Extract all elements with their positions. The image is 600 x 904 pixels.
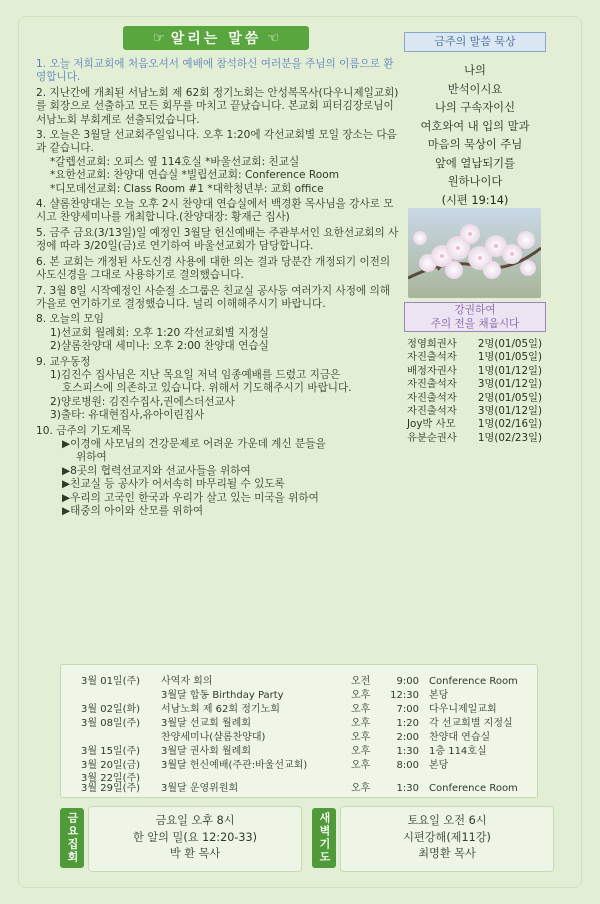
evangelism-count: 1명(02/16일): [477, 418, 542, 431]
dawn-sermon: 시편강해(제11강): [403, 830, 491, 844]
schedule-time: 8:00: [396, 760, 419, 771]
mission-rooms: [36, 156, 402, 196]
schedule-date: 3월 22일(주): [81, 773, 141, 784]
schedule-row: [61, 689, 539, 703]
schedule-ampm: 오후: [351, 690, 371, 701]
schedule-time: 1:20: [396, 718, 419, 729]
evangelism-row: [404, 405, 546, 418]
friday-sermon: 한 알의 밀(요 12:20-33): [133, 830, 257, 844]
prayer-item: ▶태중의 아이와 산모를 위하여: [62, 505, 204, 517]
verse-line: 원하나이다: [447, 175, 503, 188]
schedule-date: 3월 01일(주): [81, 676, 141, 687]
announcement-8-title: 8. 오늘의 모임: [36, 313, 105, 326]
evangelism-count: 3명(01/12일): [477, 378, 542, 391]
schedule-location: Conference Room: [429, 783, 518, 794]
schedule-row: [61, 675, 539, 689]
announcement-3: [36, 129, 402, 196]
evangelist-name: 자진출석자: [407, 391, 457, 404]
pointing-hand-right-icon: ☞: [153, 30, 165, 46]
evangelism-row: [404, 351, 546, 364]
verse-title: 금주의 말씀 묵상: [404, 32, 546, 52]
schedule-location: 본당: [429, 690, 449, 701]
evangelism-count: 2명(01/05일): [477, 391, 542, 404]
prayer-item: ▶친교실 등 공사가 어서속히 마무리될 수 있도록: [62, 478, 285, 491]
schedule-row: [61, 703, 539, 717]
schedule-location: Conference Room: [429, 676, 518, 687]
evangelism-count: 1명(02/23일): [477, 431, 542, 444]
schedule-ampm: 오전: [351, 676, 371, 687]
evangelism-count: 3명(01/12일): [477, 405, 542, 418]
mission-room-line: *갈렙선교회: 오피스 옆 114호실 *바울선교회: 친교실: [50, 155, 300, 168]
evangelist-name: 정영희권사: [407, 338, 457, 350]
evangelism-row: [404, 365, 546, 378]
schedule-event: 서남노회 제 62회 정기노회: [161, 704, 280, 715]
evangelist-name: 자진출석자: [407, 351, 457, 364]
verse-line: 나의: [464, 64, 486, 77]
schedule-ampm: 오후: [351, 718, 371, 729]
dawn-prayer-box: [340, 806, 554, 872]
schedule-event: 사역자 회의: [161, 676, 213, 687]
schedule-event: 3월달 선교회 월례회: [161, 718, 251, 729]
prayer-item: ▶우리의 고국인 한국과 우리가 살고 있는 미국을 위하여: [62, 491, 319, 504]
exhortation-box: [404, 302, 546, 332]
schedule-row: [61, 717, 539, 731]
schedule-time: 2:00: [396, 732, 419, 743]
verse-line: 마음의 묵상이 주님: [427, 138, 523, 151]
evangelist-name: 유분순권사: [407, 431, 457, 444]
schedule-date: 3월 20일(금): [81, 760, 141, 771]
news-item: 2)양로병원: 김진수집사,권에스더선교사: [50, 395, 235, 408]
schedule-event: 3월달 권사회 월례회: [161, 746, 251, 757]
dawn-prayer-tag: [312, 808, 336, 868]
schedule-event: 3월달 운영위원회: [161, 783, 239, 794]
verse-line: 반석이시요: [447, 82, 503, 96]
schedule-ampm: 오후: [351, 732, 371, 743]
evangelist-name: 자진출석자: [407, 378, 457, 391]
verse-reference: (시편 19:14): [441, 193, 509, 207]
announcement-9-title: 9. 교우동정: [36, 355, 91, 368]
schedule-location: 본당: [429, 760, 449, 771]
schedule-row: [61, 759, 539, 773]
prayer-item: ▶이경애 사모님의 건강문제로 어려운 가운데 계신 분들을: [62, 437, 326, 450]
evangelist-name: 배정자권사: [407, 364, 457, 377]
schedule-time: 1:30: [396, 783, 419, 794]
dawn-time: 토요일 오전 6시: [407, 814, 487, 827]
exhortation-line: 강권하여: [454, 304, 496, 316]
announcement-1: 1. 오늘 저희교회에 처음오셔서 예배에 참석하신 여러분을 주님의 이름으로 환영합니다.: [36, 58, 394, 84]
evangelism-row: [404, 392, 546, 405]
verse-line: 나의 구속자이신: [435, 101, 515, 114]
friday-meeting-box: [88, 806, 302, 872]
friday-preacher: 박 환 목사: [169, 847, 221, 860]
schedule-event: 3월달 헌신예배(주관:바울선교회): [161, 760, 308, 771]
evangelism-row: [404, 418, 546, 431]
exhortation-line: 주의 전을 채웁시다: [430, 317, 520, 330]
friday-meeting-tag: [60, 808, 84, 868]
dawn-prayer-tag-text: 새벽기도: [318, 812, 331, 864]
announcement-9: [36, 356, 402, 423]
evangelist-name: Joy박 사모: [407, 418, 456, 431]
schedule-date: 3월 29일(주): [81, 783, 141, 794]
schedule-time: 9:00: [396, 676, 419, 687]
schedule-ampm: 오후: [351, 746, 371, 757]
announcement-6: 6. 본 교회는 개정된 사도신경 사용에 대한 의논 결과 당분간 개정되기 이전의 사도신경을 그대로 사용하기로 결의했습니다.: [36, 255, 391, 282]
evangelism-list: [404, 338, 546, 445]
prayer-item-cont: 위하여: [76, 451, 107, 464]
announcements-list: [36, 58, 402, 520]
schedule-ampm: 오후: [351, 704, 371, 715]
announcement-4: 4. 샬롬찬양대는 오늘 오후 2시 찬양대 연습실에서 백경환 목사님을 강사로 모시고 찬양세미나를 개최합니다.(찬양대장: 황재근 집사): [36, 198, 394, 224]
friday-meeting-tag-text: 금요집회: [66, 812, 79, 864]
evangelism-row: [404, 378, 546, 391]
banner-title: 알리는 말씀: [170, 31, 262, 47]
schedule-table: [60, 664, 538, 798]
schedule-time: 7:00: [396, 704, 419, 715]
mission-room-line: *디모데선교회: Class Room #1 *대학청년부: 교회 office: [50, 182, 324, 195]
announcement-10: [36, 425, 402, 519]
evangelism-count: 2명(01/05일): [477, 338, 542, 350]
schedule-time: 12:30: [390, 690, 419, 701]
schedule-event: 3월달 합동 Birthday Party: [161, 690, 284, 701]
meeting-item: 1)선교회 월례회: 오후 1:20 각선교회별 지정실: [50, 326, 269, 339]
schedule-date: 3월 15일(주): [81, 746, 141, 757]
announcement-10-title: 10. 금주의 기도제목: [36, 424, 132, 437]
dawn-preacher: 최명환 목사: [418, 847, 476, 860]
verse-line: 여호와여 내 입의 말과: [420, 119, 530, 133]
verse-text: [407, 62, 543, 210]
schedule-row: [61, 782, 539, 796]
schedule-event: 찬양세미나(샬롬찬양대): [161, 732, 266, 743]
schedule-time: 1:30: [396, 746, 419, 757]
schedule-row: [61, 731, 539, 745]
announcement-8: [36, 313, 402, 353]
news-item: 3)출타: 유대현집사,유아이린집사: [50, 409, 205, 422]
verse-line: 앞에 열납되기를: [435, 156, 515, 170]
prayer-item: ▶8곳의 협력선교지와 선교사들을 위하여: [62, 464, 251, 477]
schedule-date: 3월 02일(화): [81, 704, 141, 715]
news-item-cont: 호스피스에 의존하고 있습니다. 위해서 기도해주시기 바랍니다.: [62, 382, 352, 395]
friday-time: 금요일 오후 8시: [155, 814, 235, 827]
schedule-location: 다우니제일교회: [429, 704, 497, 715]
schedule-location: 찬양대 연습실: [429, 732, 491, 743]
schedule-date: 3월 08일(주): [81, 718, 141, 729]
announcements-banner: [123, 26, 309, 50]
evangelism-row: [404, 338, 546, 351]
mission-room-line: *요한선교회: 찬양대 연습실 *빌립선교회: Conference Room: [50, 169, 340, 182]
evangelist-name: 자진출석자: [407, 405, 457, 418]
pointing-hand-left-icon: ☜: [267, 30, 279, 46]
evangelism-count: 1명(01/05일): [477, 351, 542, 364]
schedule-location: 1층 114호실: [429, 746, 487, 757]
schedule-location: 각 선교회별 지정실: [429, 718, 513, 729]
schedule-ampm: 오후: [351, 760, 371, 771]
evangelism-count: 1명(01/12일): [477, 364, 542, 377]
news-item: 1)김진수 집사님은 지난 목요일 저녁 임종예배를 드렸고 지금은: [50, 368, 341, 381]
evangelism-row: [404, 432, 546, 445]
announcement-5: 5. 금주 금요(3/13일)일 예정인 3월달 헌신예배는 주관부서인 요한선교회의 사정에 따라 3/20일(금)로 연기하여 바울선교회가 담당합니다.: [36, 226, 399, 253]
announcement-2: 2. 지난간에 개최된 서남노회 제 62회 정기노회는 안성복목사(다우니제일교회)를 회장으로 선출하고 모든 회무를 마치고 끝났습니다. 본교회 피터김장로님이 서남노회 부회계로 선출되었습니다.: [36, 86, 399, 126]
schedule-ampm: 오후: [351, 783, 371, 794]
meeting-item: 2)샬롬찬양대 세미나: 오후 2:00 찬양대 연습실: [50, 340, 269, 353]
announcement-7: 7. 3월 8일 시작예정인 사순절 소그룹은 친교실 공사등 여러가지 사정에 의해 가을로 연기하기로 결정했습니다. 널리 이해해주시기 바랍니다.: [36, 284, 391, 310]
announcement-3-text: 3. 오늘은 3월달 선교회주일입니다. 오후 1:20에 각선교회별 모일 장소는 다음과 같습니다.: [36, 129, 397, 155]
schedule-row: [61, 745, 539, 759]
cherry-blossom-image: [408, 208, 541, 298]
